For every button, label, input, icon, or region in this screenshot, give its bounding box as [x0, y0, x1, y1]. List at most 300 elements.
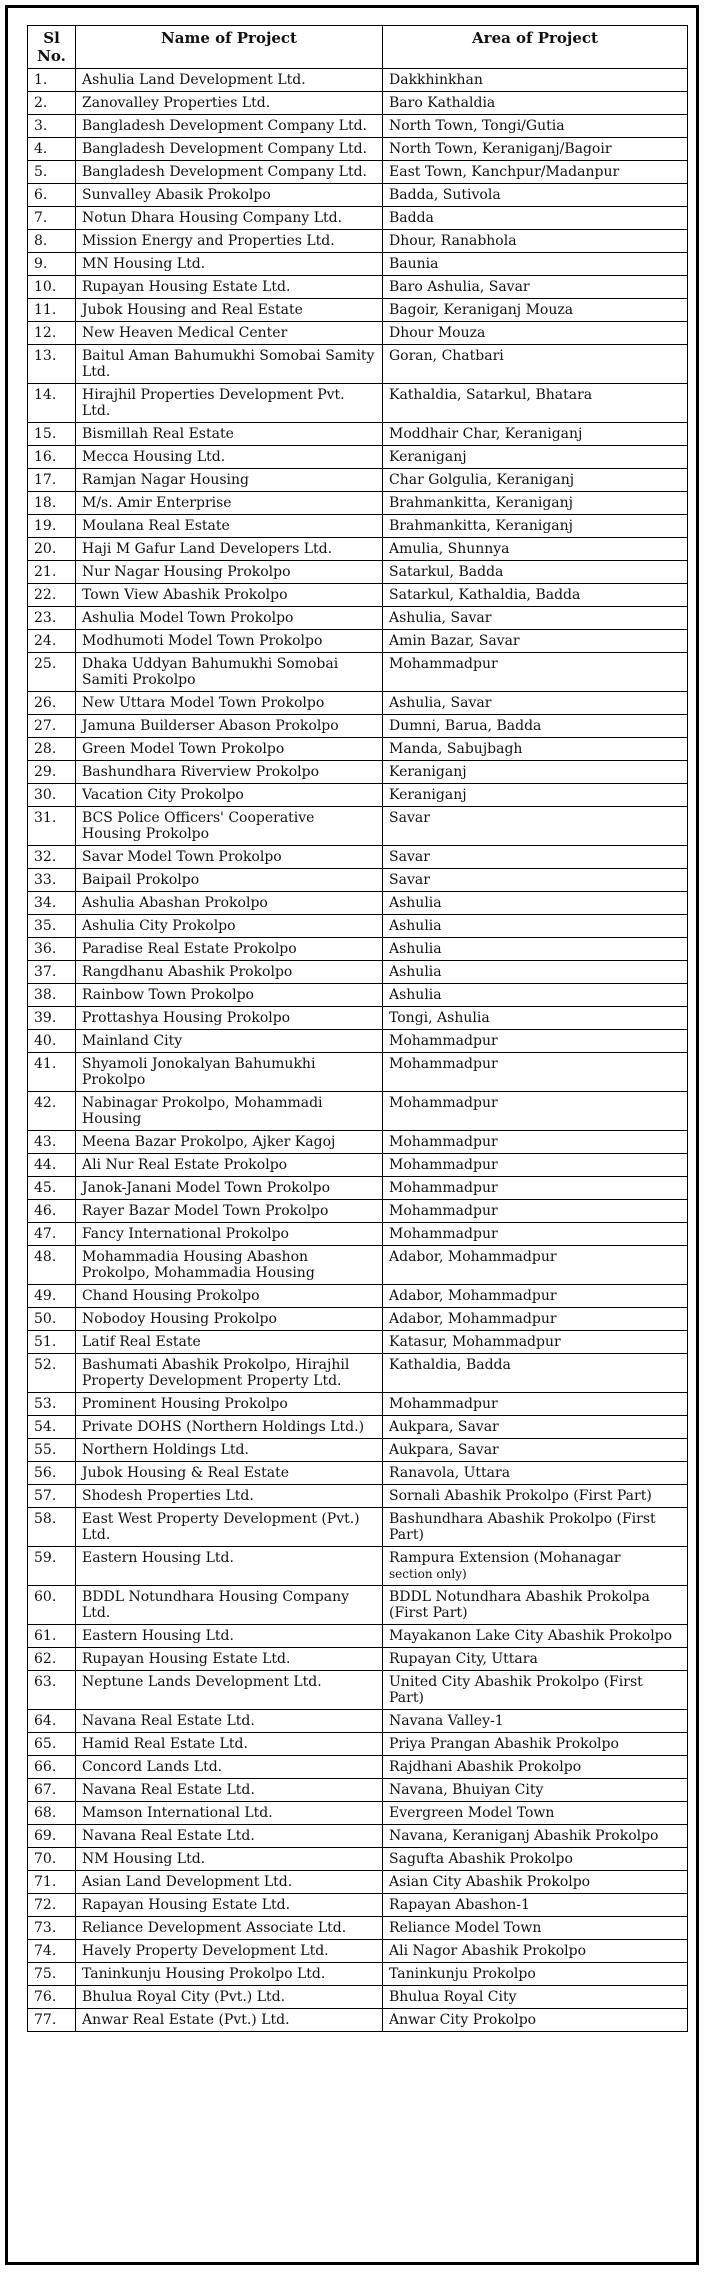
sl-no-cell: 12. [28, 322, 76, 345]
sl-no-cell: 22. [28, 584, 76, 607]
project-area-cell: Sagufta Abashik Prokolpo [383, 1848, 688, 1871]
sl-no-cell: 57. [28, 1485, 76, 1508]
project-name-cell: Jamuna Builderser Abason Prokolpo [76, 715, 383, 738]
table-row [28, 1986, 688, 2009]
project-area-cell: Mohammadpur [383, 1223, 688, 1246]
table-row [28, 807, 688, 846]
sl-no-cell: 52. [28, 1354, 76, 1393]
sl-no-cell: 20. [28, 538, 76, 561]
project-area-cell: Kathaldia, Badda [383, 1354, 688, 1393]
table-row [28, 69, 688, 92]
sl-no-cell: 8. [28, 230, 76, 253]
sl-no-cell: 3. [28, 115, 76, 138]
table-row [28, 161, 688, 184]
sl-no-cell: 23. [28, 607, 76, 630]
project-area-cell: Brahmankitta, Keraniganj [383, 515, 688, 538]
table-row [28, 584, 688, 607]
sl-no-cell: 45. [28, 1177, 76, 1200]
table-row [28, 1331, 688, 1354]
table-row [28, 1462, 688, 1485]
project-name-cell: Dhaka Uddyan Bahumukhi Somobai Samiti Prokolpo [76, 653, 383, 692]
project-area-cell: Moddhair Char, Keraniganj [383, 423, 688, 446]
area-text: Rampura Extension (Mohanagar [389, 1550, 621, 1566]
table-row [28, 92, 688, 115]
table-row [28, 1154, 688, 1177]
project-area-cell: Manda, Sabujbagh [383, 738, 688, 761]
sl-no-cell: 26. [28, 692, 76, 715]
table-row [28, 138, 688, 161]
sl-no-cell: 61. [28, 1625, 76, 1648]
project-name-cell: Modhumoti Model Town Prokolpo [76, 630, 383, 653]
project-area-cell: Keraniganj [383, 784, 688, 807]
sl-no-cell: 47. [28, 1223, 76, 1246]
table-row [28, 984, 688, 1007]
table-row [28, 1586, 688, 1625]
project-area-cell: Ashulia [383, 915, 688, 938]
table-row [28, 322, 688, 345]
project-name-cell: Bhulua Royal City (Pvt.) Ltd. [76, 1986, 383, 2009]
project-area-cell: Brahmankitta, Keraniganj [383, 492, 688, 515]
project-name-cell: BDDL Notundhara Housing Company Ltd. [76, 1586, 383, 1625]
sl-no-cell: 38. [28, 984, 76, 1007]
project-name-cell: Notun Dhara Housing Company Ltd. [76, 207, 383, 230]
project-name-cell: Town View Abashik Prokolpo [76, 584, 383, 607]
project-area-cell: North Town, Keraniganj/Bagoir [383, 138, 688, 161]
table-row [28, 561, 688, 584]
sl-no-cell: 16. [28, 446, 76, 469]
project-name-cell: Ali Nur Real Estate Prokolpo [76, 1154, 383, 1177]
table-row [28, 1308, 688, 1331]
project-name-cell: Eastern Housing Ltd. [76, 1547, 383, 1586]
table-row [28, 1246, 688, 1285]
header-sl-no: Sl No. [28, 26, 76, 69]
project-table [27, 25, 688, 2032]
sl-no-cell: 76. [28, 1986, 76, 2009]
project-area-cell: Kathaldia, Satarkul, Bhatara [383, 384, 688, 423]
project-area-cell [383, 1547, 688, 1586]
project-name-cell: Hirajhil Properties Development Pvt. Ltd. [76, 384, 383, 423]
project-name-cell: Zanovalley Properties Ltd. [76, 92, 383, 115]
sl-no-cell: 49. [28, 1285, 76, 1308]
table-row [28, 184, 688, 207]
sl-no-cell: 27. [28, 715, 76, 738]
project-area-cell: Goran, Chatbari [383, 345, 688, 384]
project-area-cell: East Town, Kanchpur/Madanpur [383, 161, 688, 184]
sl-no-cell: 35. [28, 915, 76, 938]
sl-no-cell: 28. [28, 738, 76, 761]
table-row [28, 1285, 688, 1308]
table-row [28, 892, 688, 915]
project-area-cell: Bhulua Royal City [383, 1986, 688, 2009]
project-name-cell: Mainland City [76, 1030, 383, 1053]
project-area-cell: Amulia, Shunnya [383, 538, 688, 561]
sl-no-cell: 46. [28, 1200, 76, 1223]
project-area-cell: Ashulia [383, 938, 688, 961]
sl-no-cell: 37. [28, 961, 76, 984]
project-name-cell: Hamid Real Estate Ltd. [76, 1733, 383, 1756]
table-row [28, 692, 688, 715]
project-area-cell: Mohammadpur [383, 1131, 688, 1154]
project-area-cell: Navana, Keraniganj Abashik Prokolpo [383, 1825, 688, 1848]
table-row [28, 653, 688, 692]
sl-no-cell: 42. [28, 1092, 76, 1131]
sl-no-cell: 74. [28, 1940, 76, 1963]
project-area-cell: Savar [383, 846, 688, 869]
project-name-cell: Rupayan Housing Estate Ltd. [76, 276, 383, 299]
table-row [28, 1508, 688, 1547]
project-area-cell: Katasur, Mohammadpur [383, 1331, 688, 1354]
project-area-cell: Ashulia, Savar [383, 692, 688, 715]
project-name-cell: Haji M Gafur Land Developers Ltd. [76, 538, 383, 561]
project-area-cell: Mohammadpur [383, 1393, 688, 1416]
project-name-cell: New Uttara Model Town Prokolpo [76, 692, 383, 715]
table-row [28, 961, 688, 984]
sl-no-cell: 54. [28, 1416, 76, 1439]
sl-no-cell: 30. [28, 784, 76, 807]
sl-no-cell: 43. [28, 1131, 76, 1154]
project-area-cell: Badda, Sutivola [383, 184, 688, 207]
project-name-cell: Mission Energy and Properties Ltd. [76, 230, 383, 253]
project-name-cell: Ashulia Model Town Prokolpo [76, 607, 383, 630]
project-name-cell: Fancy International Prokolpo [76, 1223, 383, 1246]
project-area-cell: Priya Prangan Abashik Prokolpo [383, 1733, 688, 1756]
sl-no-cell: 19. [28, 515, 76, 538]
sl-no-cell: 56. [28, 1462, 76, 1485]
table-row [28, 915, 688, 938]
project-name-cell: Latif Real Estate [76, 1331, 383, 1354]
sl-no-cell: 58. [28, 1508, 76, 1547]
sl-no-cell: 55. [28, 1439, 76, 1462]
table-row [28, 1223, 688, 1246]
project-name-cell: Northern Holdings Ltd. [76, 1439, 383, 1462]
sl-no-cell: 68. [28, 1802, 76, 1825]
sl-no-cell: 29. [28, 761, 76, 784]
project-area-cell: Mohammadpur [383, 1092, 688, 1131]
project-name-cell: Bashundhara Riverview Prokolpo [76, 761, 383, 784]
sl-no-cell: 33. [28, 869, 76, 892]
project-name-cell: Mecca Housing Ltd. [76, 446, 383, 469]
project-name-cell: Ramjan Nagar Housing [76, 469, 383, 492]
table-row [28, 1733, 688, 1756]
project-area-cell: Ashulia [383, 984, 688, 1007]
project-area-cell: Satarkul, Badda [383, 561, 688, 584]
project-area-cell: Rajdhani Abashik Prokolpo [383, 1756, 688, 1779]
sl-no-cell: 48. [28, 1246, 76, 1285]
project-area-cell: Dumni, Barua, Badda [383, 715, 688, 738]
sl-no-cell: 71. [28, 1871, 76, 1894]
project-area-cell: North Town, Tongi/Gutia [383, 115, 688, 138]
project-name-cell: Paradise Real Estate Prokolpo [76, 938, 383, 961]
project-name-cell: Eastern Housing Ltd. [76, 1625, 383, 1648]
project-name-cell: Jubok Housing & Real Estate [76, 1462, 383, 1485]
project-area-cell: Mayakanon Lake City Abashik Prokolpo [383, 1625, 688, 1648]
project-area-cell: Baro Ashulia, Savar [383, 276, 688, 299]
project-area-cell: Rapayan Abashon-1 [383, 1894, 688, 1917]
project-name-cell: Neptune Lands Development Ltd. [76, 1671, 383, 1710]
table-row [28, 1092, 688, 1131]
project-area-cell: Tongi, Ashulia [383, 1007, 688, 1030]
table-row [28, 1848, 688, 1871]
project-name-cell: Mohammadia Housing Abashon Prokolpo, Mohammadia Housing [76, 1246, 383, 1285]
project-name-cell: Meena Bazar Prokolpo, Ajker Kagoj [76, 1131, 383, 1154]
project-area-cell: Amin Bazar, Savar [383, 630, 688, 653]
project-name-cell: NM Housing Ltd. [76, 1848, 383, 1871]
table-body [28, 69, 688, 2032]
project-name-cell: M/s. Amir Enterprise [76, 492, 383, 515]
table-row [28, 761, 688, 784]
table-row [28, 1871, 688, 1894]
project-name-cell: Bangladesh Development Company Ltd. [76, 161, 383, 184]
project-name-cell: Rayer Bazar Model Town Prokolpo [76, 1200, 383, 1223]
table-row [28, 784, 688, 807]
table-row [28, 1439, 688, 1462]
project-name-cell: Ashulia Land Development Ltd. [76, 69, 383, 92]
project-area-cell: Sornali Abashik Prokolpo (First Part) [383, 1485, 688, 1508]
table-row [28, 115, 688, 138]
sl-no-cell: 6. [28, 184, 76, 207]
project-name-cell: Bismillah Real Estate [76, 423, 383, 446]
project-area-cell: Savar [383, 869, 688, 892]
table-row [28, 715, 688, 738]
table-row [28, 1625, 688, 1648]
sl-no-cell: 70. [28, 1848, 76, 1871]
project-name-cell: MN Housing Ltd. [76, 253, 383, 276]
project-name-cell: Navana Real Estate Ltd. [76, 1710, 383, 1733]
project-name-cell: Rainbow Town Prokolpo [76, 984, 383, 1007]
sl-no-cell: 36. [28, 938, 76, 961]
project-area-cell: Adabor, Mohammadpur [383, 1246, 688, 1285]
sl-no-cell: 18. [28, 492, 76, 515]
sl-no-cell: 7. [28, 207, 76, 230]
table-row [28, 1756, 688, 1779]
project-area-cell: Keraniganj [383, 446, 688, 469]
sl-no-cell: 9. [28, 253, 76, 276]
project-area-cell: Char Golgulia, Keraniganj [383, 469, 688, 492]
table-row [28, 1940, 688, 1963]
project-name-cell: Bangladesh Development Company Ltd. [76, 115, 383, 138]
project-area-cell: Dhour, Ranabhola [383, 230, 688, 253]
project-name-cell: Chand Housing Prokolpo [76, 1285, 383, 1308]
sl-no-cell: 21. [28, 561, 76, 584]
sl-no-cell: 40. [28, 1030, 76, 1053]
sl-no-cell: 69. [28, 1825, 76, 1848]
project-area-cell: Rupayan City, Uttara [383, 1648, 688, 1671]
project-name-cell: Bashumati Abashik Prokolpo, Hirajhil Property Development Property Ltd. [76, 1354, 383, 1393]
project-area-cell: Baro Kathaldia [383, 92, 688, 115]
project-area-cell: Reliance Model Town [383, 1917, 688, 1940]
table-row [28, 538, 688, 561]
project-name-cell: Navana Real Estate Ltd. [76, 1779, 383, 1802]
sl-no-cell: 60. [28, 1586, 76, 1625]
sl-no-cell: 44. [28, 1154, 76, 1177]
project-area-cell: Ashulia, Savar [383, 607, 688, 630]
table-row [28, 1007, 688, 1030]
sl-no-cell: 66. [28, 1756, 76, 1779]
sl-no-cell: 77. [28, 2009, 76, 2032]
table-row [28, 515, 688, 538]
sl-no-cell: 25. [28, 653, 76, 692]
project-name-cell: Nur Nagar Housing Prokolpo [76, 561, 383, 584]
project-name-cell: Jubok Housing and Real Estate [76, 299, 383, 322]
table-row [28, 299, 688, 322]
project-name-cell: Asian Land Development Ltd. [76, 1871, 383, 1894]
project-area-cell: Mohammadpur [383, 1053, 688, 1092]
project-name-cell: Moulana Real Estate [76, 515, 383, 538]
table-row [28, 1802, 688, 1825]
table-row [28, 1416, 688, 1439]
table-row [28, 1177, 688, 1200]
table-row [28, 345, 688, 384]
sl-no-cell: 4. [28, 138, 76, 161]
sl-no-cell: 65. [28, 1733, 76, 1756]
project-area-cell: Ashulia [383, 892, 688, 915]
project-area-cell: Anwar City Prokolpo [383, 2009, 688, 2032]
sl-no-cell: 31. [28, 807, 76, 846]
project-name-cell: Private DOHS (Northern Holdings Ltd.) [76, 1416, 383, 1439]
project-area-cell: Ali Nagor Abashik Prokolpo [383, 1940, 688, 1963]
project-name-cell: Ashulia Abashan Prokolpo [76, 892, 383, 915]
project-name-cell: Baitul Aman Bahumukhi Somobai Samity Ltd. [76, 345, 383, 384]
project-name-cell: Nabinagar Prokolpo, Mohammadi Housing [76, 1092, 383, 1131]
project-area-cell: Mohammadpur [383, 1200, 688, 1223]
table-row [28, 469, 688, 492]
project-name-cell: New Heaven Medical Center [76, 322, 383, 345]
project-name-cell: Rupayan Housing Estate Ltd. [76, 1648, 383, 1671]
project-area-cell: Satarkul, Kathaldia, Badda [383, 584, 688, 607]
table-row [28, 1894, 688, 1917]
project-area-cell: United City Abashik Prokolpo (First Part) [383, 1671, 688, 1710]
sl-no-cell: 62. [28, 1648, 76, 1671]
project-area-cell: Navana Valley-1 [383, 1710, 688, 1733]
project-name-cell: BCS Police Officers' Cooperative Housing Prokolpo [76, 807, 383, 846]
project-name-cell: Green Model Town Prokolpo [76, 738, 383, 761]
project-area-cell: Keraniganj [383, 761, 688, 784]
project-name-cell: Havely Property Development Ltd. [76, 1940, 383, 1963]
table-header-row [28, 26, 688, 69]
project-name-cell: Mamson International Ltd. [76, 1802, 383, 1825]
project-area-cell: Adabor, Mohammadpur [383, 1285, 688, 1308]
table-row [28, 230, 688, 253]
project-area-cell: Navana, Bhuiyan City [383, 1779, 688, 1802]
table-row [28, 738, 688, 761]
table-row [28, 1354, 688, 1393]
table-row [28, 253, 688, 276]
header-name-of-project: Name of Project [76, 26, 383, 69]
project-area-cell: Evergreen Model Town [383, 1802, 688, 1825]
table-row [28, 446, 688, 469]
project-name-cell: Taninkunju Housing Prokolpo Ltd. [76, 1963, 383, 1986]
header-area-of-project: Area of Project [383, 26, 688, 69]
project-name-cell: Concord Lands Ltd. [76, 1756, 383, 1779]
table-row [28, 1547, 688, 1586]
project-area-cell: BDDL Notundhara Abashik Prokolpa (First Part) [383, 1586, 688, 1625]
project-name-cell: Navana Real Estate Ltd. [76, 1825, 383, 1848]
project-name-cell: Baipail Prokolpo [76, 869, 383, 892]
sl-no-cell: 50. [28, 1308, 76, 1331]
table-row [28, 938, 688, 961]
table-row [28, 1393, 688, 1416]
table-row [28, 1030, 688, 1053]
sl-no-cell: 14. [28, 384, 76, 423]
project-area-cell: Baunia [383, 253, 688, 276]
project-area-cell: Ashulia [383, 961, 688, 984]
sl-no-cell: 53. [28, 1393, 76, 1416]
sl-no-cell: 13. [28, 345, 76, 384]
project-area-cell: Ranavola, Uttara [383, 1462, 688, 1485]
project-name-cell: Savar Model Town Prokolpo [76, 846, 383, 869]
table-row [28, 630, 688, 653]
project-name-cell: Bangladesh Development Company Ltd. [76, 138, 383, 161]
project-area-cell: Badda [383, 207, 688, 230]
table-row [28, 1485, 688, 1508]
sl-no-cell: 73. [28, 1917, 76, 1940]
project-name-cell: Shyamoli Jonokalyan Bahumukhi Prokolpo [76, 1053, 383, 1092]
table-row [28, 423, 688, 446]
sl-no-cell: 39. [28, 1007, 76, 1030]
sl-no-cell: 10. [28, 276, 76, 299]
project-area-cell: Savar [383, 807, 688, 846]
project-area-cell: Mohammadpur [383, 653, 688, 692]
table-row [28, 846, 688, 869]
project-name-cell: Reliance Development Associate Ltd. [76, 1917, 383, 1940]
table-row [28, 1825, 688, 1848]
table-row [28, 607, 688, 630]
project-name-cell: Nobodoy Housing Prokolpo [76, 1308, 383, 1331]
project-area-cell: Dhour Mouza [383, 322, 688, 345]
sl-no-cell: 63. [28, 1671, 76, 1710]
sl-no-cell: 59. [28, 1547, 76, 1586]
table-row [28, 2009, 688, 2032]
sl-no-cell: 41. [28, 1053, 76, 1092]
table-row [28, 1779, 688, 1802]
project-name-cell: Rangdhanu Abashik Prokolpo [76, 961, 383, 984]
project-area-cell: Asian City Abashik Prokolpo [383, 1871, 688, 1894]
project-name-cell: Vacation City Prokolpo [76, 784, 383, 807]
sl-no-cell: 72. [28, 1894, 76, 1917]
sl-no-cell: 75. [28, 1963, 76, 1986]
project-area-cell: Bashundhara Abashik Prokolpo (First Part) [383, 1508, 688, 1547]
table-row [28, 1963, 688, 1986]
table-row [28, 1200, 688, 1223]
project-name-cell: Prominent Housing Prokolpo [76, 1393, 383, 1416]
sl-no-cell: 67. [28, 1779, 76, 1802]
sl-no-cell: 15. [28, 423, 76, 446]
table-row [28, 384, 688, 423]
project-area-cell: Bagoir, Keraniganj Mouza [383, 299, 688, 322]
project-area-cell: Taninkunju Prokolpo [383, 1963, 688, 1986]
project-name-cell: Shodesh Properties Ltd. [76, 1485, 383, 1508]
sl-no-cell: 11. [28, 299, 76, 322]
project-name-cell: Janok-Janani Model Town Prokolpo [76, 1177, 383, 1200]
project-area-cell: Mohammadpur [383, 1177, 688, 1200]
sl-no-cell: 17. [28, 469, 76, 492]
project-name-cell: Ashulia City Prokolpo [76, 915, 383, 938]
table-row [28, 1917, 688, 1940]
project-name-cell: Rapayan Housing Estate Ltd. [76, 1894, 383, 1917]
project-area-cell: Adabor, Mohammadpur [383, 1308, 688, 1331]
project-name-cell: Prottashya Housing Prokolpo [76, 1007, 383, 1030]
sl-no-cell: 1. [28, 69, 76, 92]
project-name-cell: East West Property Development (Pvt.) Ltd. [76, 1508, 383, 1547]
project-area-cell: Mohammadpur [383, 1030, 688, 1053]
project-area-cell: Mohammadpur [383, 1154, 688, 1177]
table-row [28, 1053, 688, 1092]
sl-no-cell: 2. [28, 92, 76, 115]
sl-no-cell: 5. [28, 161, 76, 184]
area-note: section only) [389, 1567, 467, 1581]
sl-no-cell: 24. [28, 630, 76, 653]
table-row [28, 1710, 688, 1733]
